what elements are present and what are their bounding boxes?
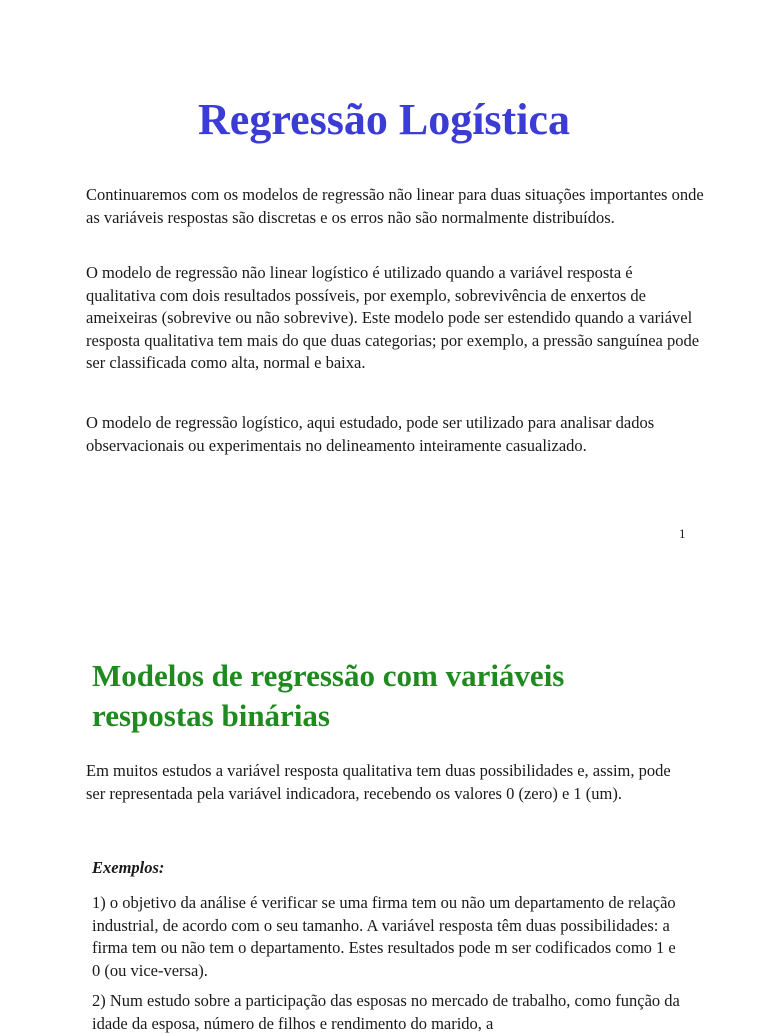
example-1: 1) o objetivo da análise é verificar se uma firma tem ou não um departamento de relação industrial, de acordo com o seu tamanho. A variável resposta têm duas possibilidades: a firma tem ou não tem o departamento. Estes resultados pode m ser codificados como 1 e 0 (ou vice-versa). (92, 893, 676, 980)
intro-paragraph: Em muitos estudos a variável resposta qualitativa tem duas possibilidades e, assim, pode ser representada pela variável indicadora, recebendo os valores 0 (zero) e 1 (um). (86, 761, 671, 803)
slide-title: Regressão Logística (198, 95, 570, 144)
paragraph-2: O modelo de regressão não linear logístico é utilizado quando a variável resposta é qualitativa com dois resultados possíveis, por exemplo, sobrevivência de enxertos de ameixeiras (sobrevive ou não sobrevive). Este modelo pode ser estendido quando a variável resposta qualitativa tem mais do que duas categorias; por exemplo, a pressão sanguínea pode ser classificada como alta, normal e baixa. (86, 263, 700, 372)
paragraph-3: O modelo de regressão logístico, aqui estudado, pode ser utilizado para analisar dados observacionais ou experimentais no delineamento inteiramente casualizado. (86, 413, 655, 455)
paragraph-1: Continuaremos com os modelos de regressão não linear para duas situações importantes onde as variáveis respostas são discretas e os erros não são normalmente distribuídos. (86, 185, 704, 227)
section-title: Modelos de regressão com variáveis respostas binárias (92, 658, 565, 733)
examples-label: Exemplos: (92, 858, 165, 877)
page-number: 1 (679, 526, 686, 541)
example-2: 2) Num estudo sobre a participação das esposas no mercado de trabalho, como função da idade da esposa, número de filhos e rendimento do marido, a (92, 991, 680, 1033)
slide-2 (0, 620, 768, 1033)
